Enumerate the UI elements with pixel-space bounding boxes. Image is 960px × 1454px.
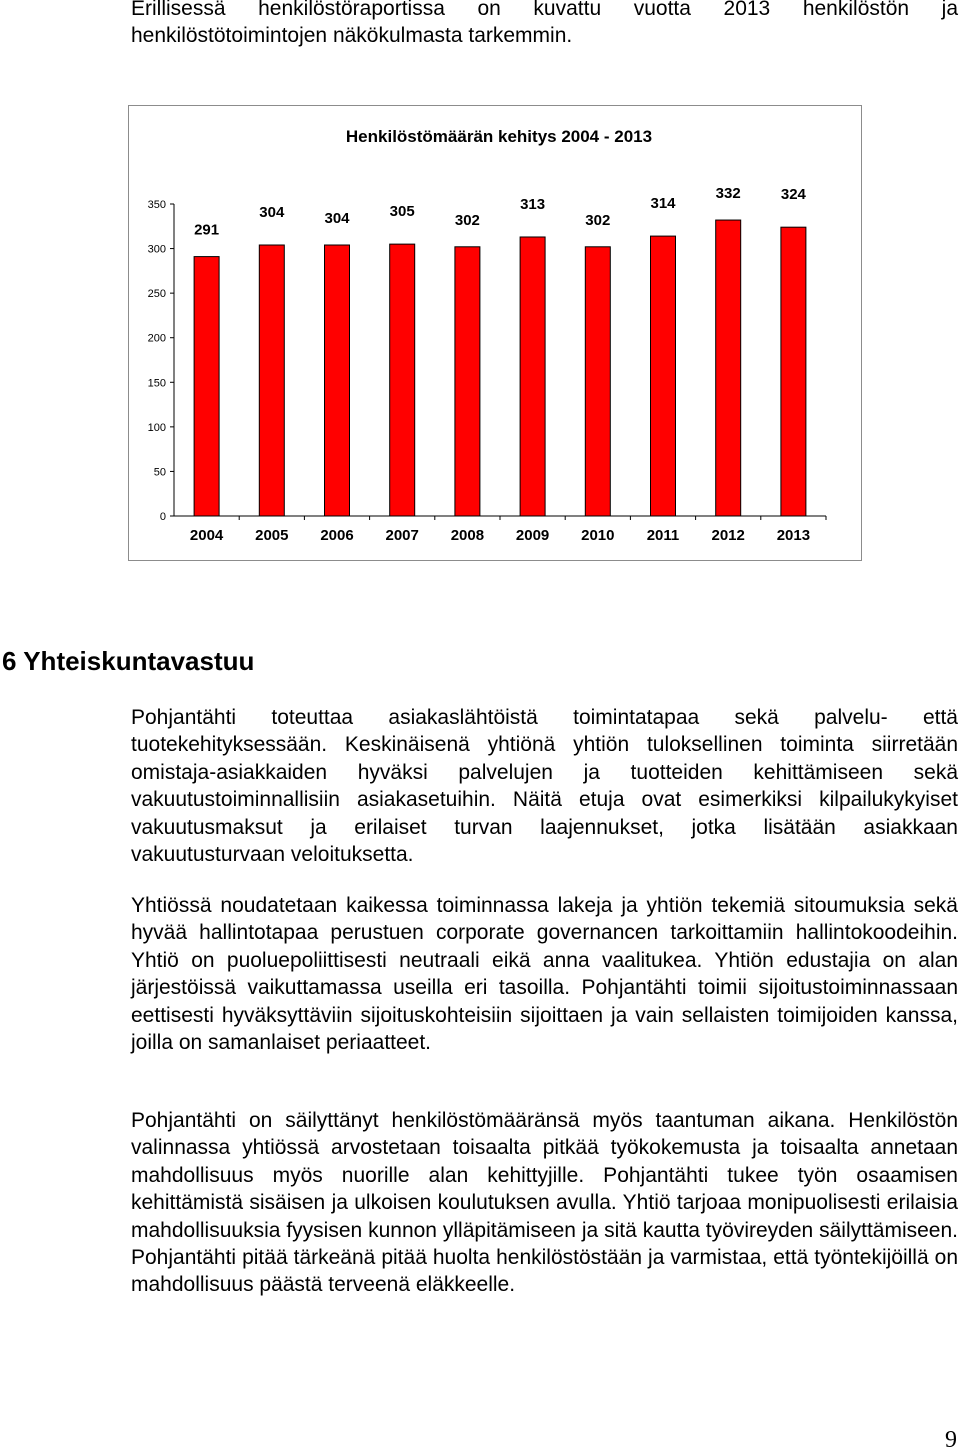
bar-value-label: 324 — [780, 186, 806, 204]
bar-value-label: 313 — [520, 195, 546, 213]
y-tick-label: 150 — [147, 377, 166, 390]
paragraph-1: Pohjantähti toteuttaa asiakaslähtöistä toimintatapaa sekä palvelu- että tuotekehityksessään. Keskinäisenä yhtiönä yhtiön tuloksellinen toiminta siirretään omistaja-asiakkaiden hyväksi palvelujen ja tuotteiden kehittämiseen sekä vakuutustoiminnallisiin asiakasetuihin. Näitä etuja ovat esimerkiksi kilpailukykyiset vakuutusmaksut ja erilaiset turvan laajennukset, jotka lisätään asiakkaan vakuutusturvaan veloituksetta. — [131, 706, 958, 867]
paragraph-3: Pohjantähti on säilyttänyt henkilöstömääränsä myös taantuman aikana. Henkilöstön valinnassa yhtiössä arvostetaan toisaalta pitkää työkokemusta ja toisaalta annetaan mahdollisuus myös nuorille alan kehittyjille. Pohjantähti tukee työn osaamisen kehittämistä sisäisen ja ulkoisen koulutuksen avulla. Yhtiö tarjoaa monipuolisesti erilaisia mahdollisuuksia fyysisen kunnon ylläpitämiseen ja sitä kautta työvireyden säilyttämiseen. Pohjantähti pitää tärkeänä pitää huolta henkilöstöstään ja varmistaa, että työntekijöillä on mahdollisuus päästä terveenä eläkkeelle. — [131, 1109, 958, 1297]
y-tick-label: 250 — [147, 288, 166, 301]
y-tick-label: 200 — [147, 332, 166, 345]
y-tick-label: 0 — [159, 511, 166, 523]
y-tick-label: 300 — [147, 243, 166, 256]
bar-value-label: 304 — [324, 210, 350, 228]
bar-2012 — [716, 220, 741, 516]
page-number: 9 — [945, 1427, 957, 1453]
x-tick-label: 2008 — [450, 527, 485, 544]
x-tick-label: 2012 — [711, 527, 745, 544]
x-tick-label: 2006 — [320, 527, 354, 544]
bar-value-label: 332 — [715, 185, 741, 203]
x-tick-label: 2005 — [255, 527, 289, 544]
headcount-chart — [128, 105, 862, 561]
bar-value-label: 305 — [389, 203, 415, 221]
y-tick-label: 50 — [153, 466, 166, 479]
bar-2006 — [325, 245, 350, 516]
bar-value-label: 302 — [585, 211, 611, 229]
headcount-chart-svg — [129, 106, 863, 562]
bar-2009 — [520, 237, 545, 516]
x-tick-label: 2010 — [581, 527, 615, 544]
bar-2011 — [651, 236, 676, 516]
bar-2004 — [194, 257, 219, 516]
bar-value-label: 314 — [650, 195, 676, 213]
x-tick-label: 2011 — [646, 527, 680, 544]
chart-title: Henkilöstömäärän kehitys 2004 - 2013 — [345, 127, 653, 146]
x-tick-label: 2004 — [189, 527, 224, 544]
y-tick-label: 100 — [147, 421, 166, 434]
intro-paragraph: Erillisessä henkilöstöraportissa on kuvattu vuotta 2013 henkilöstön ja henkilöstötoimintojen näkökulmasta tarkemmin. — [131, 0, 958, 48]
bar-2008 — [455, 247, 480, 516]
bar-2007 — [390, 244, 415, 516]
x-tick-label: 2007 — [385, 527, 419, 544]
x-tick-label: 2009 — [515, 527, 550, 544]
bar-value-label: 304 — [259, 204, 285, 222]
y-tick-label: 350 — [147, 199, 166, 211]
paragraph-2: Yhtiössä noudatetaan kaikessa toiminnassa lakeja ja yhtiön tekemiä sitoumuksia sekä hyvää hallintotapaa perustuen corporate governancen tarkoittamiin hallintokoodeihin. Yhtiö on puoluepoliittisesti neutraali eikä anna vaalitukea. Yhtiön edustajia on alan järjestöissä vaikuttamassa useilla eri tasoilla. Pohjantähti toimii sijoitustoiminnassaan eettisesti hyväksyttäviin sijoituskohteisiin sijoittaen ja vain sellaisten toimijoiden kanssa, joilla on samanlaiset periaatteet. — [131, 894, 958, 1055]
bar-2013 — [781, 227, 806, 516]
bar-value-label: 291 — [194, 221, 220, 239]
bar-2005 — [259, 245, 284, 516]
section-heading: 6 Yhteiskuntavastuu — [2, 646, 255, 676]
bar-value-label: 302 — [454, 211, 480, 229]
x-tick-label: 2013 — [776, 527, 811, 544]
bar-2010 — [585, 247, 610, 516]
